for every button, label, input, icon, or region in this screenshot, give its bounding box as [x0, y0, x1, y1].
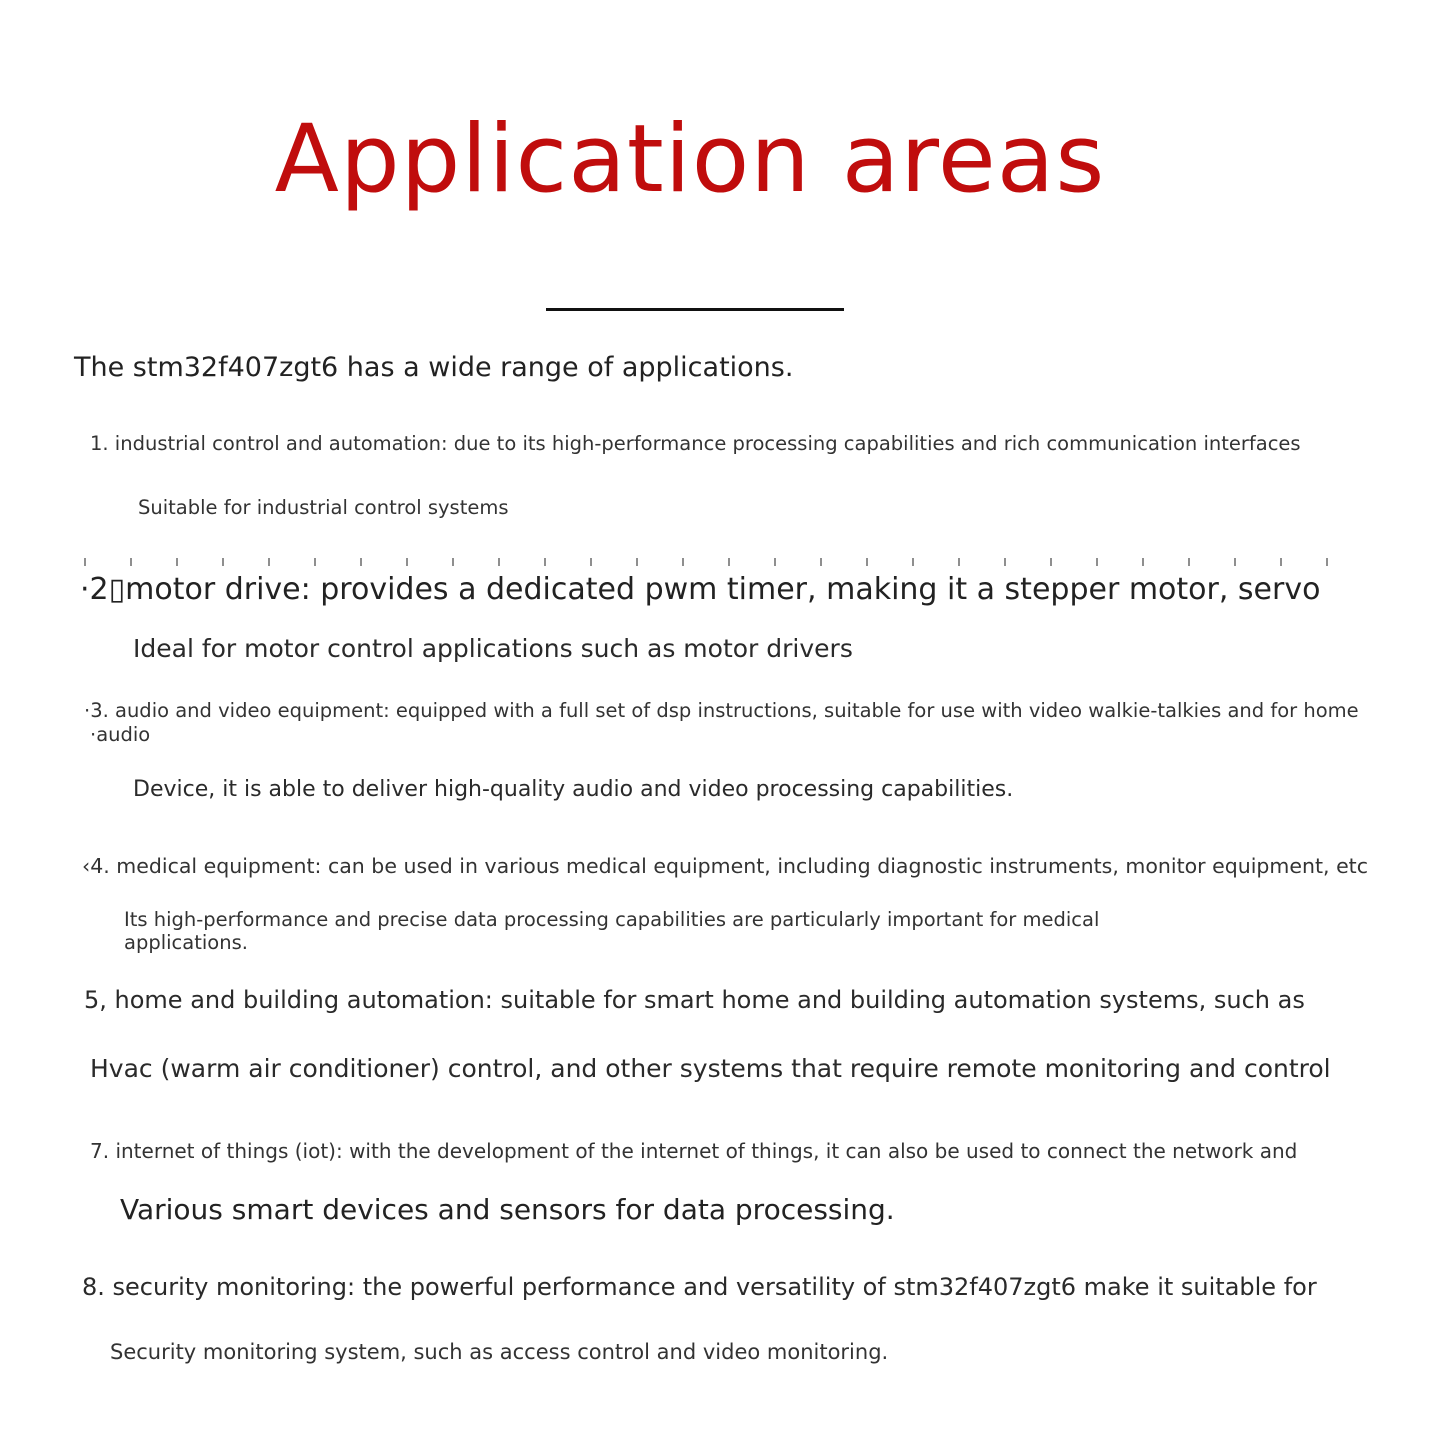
scan-artifact-divider [84, 558, 1352, 566]
page-title: Application areas [274, 105, 1106, 214]
item-8-line-1: 8. security monitoring: the powerful performance and versatility of stm32f407zgt6 make it suitable for [82, 1273, 1317, 1301]
item-1-line-1: 1. industrial control and automation: due to its high-performance processing capabilities and rich communication interfaces [90, 432, 1301, 455]
item-5-line-1: 5, home and building automation: suitable for smart home and building automation systems, such as [84, 986, 1305, 1014]
item-8-line-2: Security monitoring system, such as access control and video monitoring. [110, 1340, 889, 1364]
item-4-line-1: ‹4. medical equipment: can be used in various medical equipment, including diagnostic instruments, monitor equipment, etc [82, 854, 1368, 878]
item-3-line-1: ·3. audio and video equipment: equipped with a full set of dsp instructions, suitable for use with video walkie-talkies and for home [84, 699, 1359, 722]
item-7-line-1: 7. internet of things (iot): with the development of the internet of things, it can also be used to connect the network and [90, 1139, 1298, 1163]
item-3-line-3: Device, it is able to deliver high-quality audio and video processing capabilities. [133, 777, 1014, 802]
intro-text: The stm32f407zgt6 has a wide range of applications. [74, 352, 794, 383]
item-4-line-2: Its high-performance and precise data processing capabilities are particularly important for medical [124, 908, 1100, 931]
item-2-line-1: ·2▯motor drive: provides a dedicated pwm timer, making it a stepper motor, servo [80, 572, 1321, 607]
title-underline [546, 308, 844, 311]
item-1-line-2: Suitable for industrial control systems [138, 496, 509, 519]
item-2-line-2: Ideal for motor control applications such as motor drivers [133, 634, 853, 663]
item-7-line-2: Various smart devices and sensors for data processing. [120, 1193, 895, 1226]
item-5-line-2: Hvac (warm air conditioner) control, and other systems that require remote monitoring and control [90, 1054, 1331, 1083]
item-3-line-2: ·audio [90, 723, 151, 746]
item-4-line-3: applications. [124, 931, 248, 954]
